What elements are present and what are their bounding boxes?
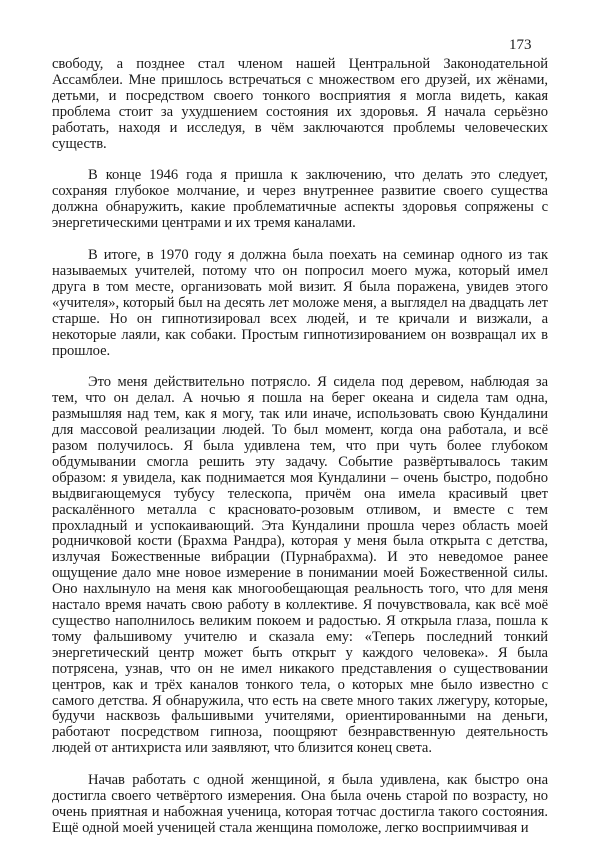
paragraph-1: свободу, а позднее стал членом нашей Центральной Законодательной Ассамблеи. Мне пришлось встречаться с множеством его друзей, их жёнами, детьми, и посредством своего тонкого восприятия я могла видеть, какая проблема стоит за ухудшением состояния их здоровья. Я начала серьёзно работать, находя и исследуя, в чём заключаются проблемы человеческих существ. [52,56,548,152]
paragraph-3: В итоге, в 1970 году я должна была поехать на семинар одного из так называемых учителей, потому что он попросил моего мужа, который имел друга в том месте, организовать мой визит. Я была поражена, увидев этого «учителя», который был на десять лет моложе меня, а выглядел на двадцать лет старше. Но он гипнотизировал всех людей, и те кричали и визжали, а некоторые лаяли, как собаки. Простым гипнотизированием он возвращал их в прошлое. [52,247,548,359]
paragraph-5: Начав работать с одной женщиной, я была удивлена, как быстро она достигла своего четвёртого измерения. Она была очень старой по возрасту, но очень приятная и набожная ученица, которая тотчас достигла такого состояния. Ещё одной моей ученицей стала женщина помоложе, легко восприимчивая и [52,772,548,836]
paragraph-2: В конце 1946 года я пришла к заключению, что делать это следует, сохраняя глубокое молчание, и через внутреннее развитие своего существа должна обнаружить, какие проблематичные аспекты здоровья сопряжены с энергетическими центрами и их тремя каналами. [52,167,548,232]
page-number: 173 [509,37,532,53]
paragraph-4: Это меня действительно потрясло. Я сидела под деревом, наблюдая за тем, что он делал. А ночью я пошла на берег океана и сидела там одна, размышляя над тем, как я могу, так или иначе, использовать свою Кундалини для массовой реализации людей. То был момент, когда она работала, и всё разом получилось. Я была удивлена тем, что при чуть более глубоком обдумывании смогла решить эту задачу. Событие развёртывалось таким образом: я увидела, как поднимается моя Кундалини – очень быстро, подобно выдвигающемуся тубусу телескопа, причём она имела красивый цвет раскалённого металла с красновато-розовым отливом, и вместе с тем прохладный и успокаивающий. Эта Кундалини прошла через область моей родничковой кости (Брахма Рандра), которая у меня была открыта с детства, излучая Божественные вибрации (Пурнабрахма). И это неведомое ранее ощущение дало мне новое измерение в понимании моей Божественной силы. Оно нахлынуло на меня как многообещающая реальность того, что для меня настало время начать свою работу в коллективе. Я почувствовала, как всё моё существо наполнилось великим покоем и радостью. Я открыла глаза, пошла к тому фальшивому учителю и сказала ему: «Теперь последний тонкий энергетический центр может быть открыт у каждого человека». Я была потрясена, узнав, что он не имел никакого представления о существовании центров, как и трёх каналов тонкого тела, о которых мне было известно с самого детства. Я обнаружила, что есть на свете много таких лжегуру, которые, будучи насквозь фальшивыми учителями, ориентированными на деньги, работают посредством гипноза, поощряют безнравственную деятельность людей от антихриста или заявляют, что близится конец света. [52,374,548,757]
page-body [52,57,548,853]
